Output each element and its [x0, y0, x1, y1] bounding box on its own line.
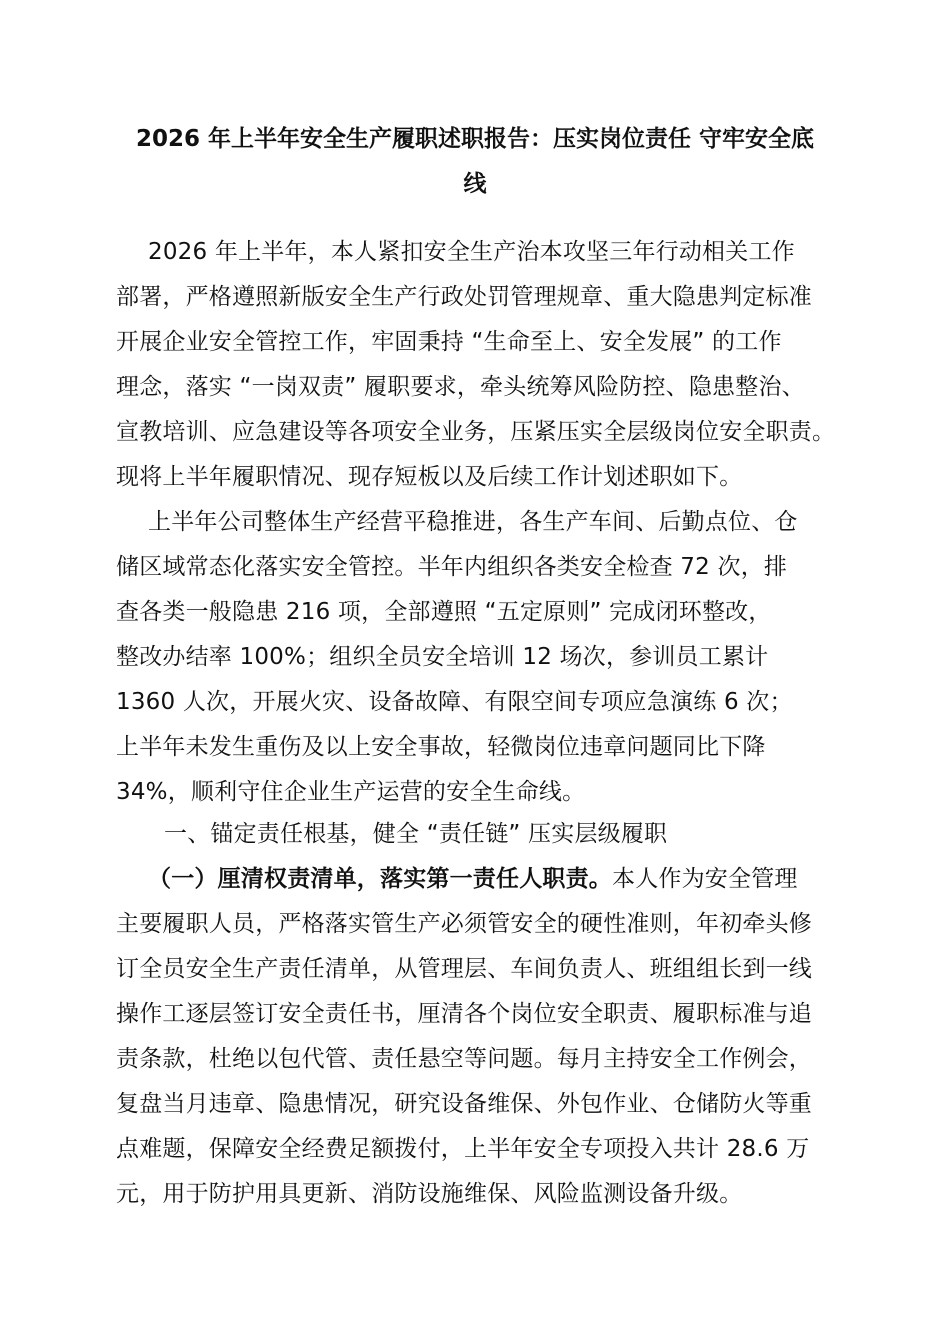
section-heading: 一、锚定责任根基，健全 “责任链” 压实层级履职 — [164, 821, 668, 847]
subsection-text: 本人作为安全管理 — [612, 866, 798, 892]
paragraph-line: 储区域常态化落实安全管控。半年内组织各类安全检查 72 次，排 — [116, 554, 788, 580]
paragraph-line: 责条款，杜绝以包代管、责任悬空等问题。每月主持安全工作例会， — [116, 1046, 812, 1072]
subsection-line — [148, 857, 798, 901]
paragraph-line: 操作工逐层签订安全责任书，厘清各个岗位安全职责、履职标准与追 — [116, 1001, 812, 1027]
document-title-continued: 线 — [463, 171, 487, 197]
paragraph-line: 理念，落实 “一岗双责” 履职要求，牵头统筹风险防控、隐患整治、 — [116, 374, 805, 400]
paragraph-line: 上半年公司整体生产经营平稳推进，各生产车间、后勤点位、仓 — [148, 509, 798, 535]
document-title: 2026 年上半年安全生产履职述职报告：压实岗位责任 守牢安全底 — [135, 126, 815, 152]
subsection-heading: （一）厘清权责清单，落实第一责任人职责。 — [148, 866, 612, 892]
paragraph-line: 部署，严格遵照新版安全生产行政处罚管理规章、重大隐患判定标准 — [116, 284, 812, 310]
paragraph-line: 整改办结率 100%；组织全员安全培训 12 场次，参训员工累计 — [116, 644, 769, 670]
paragraph-line: 点难题，保障安全经费足额拨付，上半年安全专项投入共计 28.6 万 — [116, 1136, 810, 1162]
paragraph-line: 现将上半年履职情况、现存短板以及后续工作计划述职如下。 — [116, 464, 743, 490]
paragraph-line: 上半年未发生重伤及以上安全事故，轻微岗位违章问题同比下降 — [116, 734, 766, 760]
paragraph-line: 订全员安全生产责任清单，从管理层、车间负责人、班组组长到一线 — [116, 956, 812, 982]
paragraph-line: 元，用于防护用具更新、消防设施维保、风险监测设备升级。 — [116, 1181, 743, 1207]
paragraph-line: 复盘当月违章、隐患情况，研究设备维保、外包作业、仓储防火等重 — [116, 1091, 812, 1117]
paragraph-line: 1360 人次，开展火灾、设备故障、有限空间专项应急演练 6 次； — [116, 689, 793, 715]
paragraph-line: 宣教培训、应急建设等各项安全业务，压紧压实全层级岗位安全职责。 — [116, 419, 836, 445]
paragraph-line: 34%，顺利守住企业生产运营的安全生命线。 — [116, 779, 586, 805]
paragraph-line: 查各类一般隐患 216 项，全部遵照 “五定原则” 完成闭环整改， — [116, 599, 772, 625]
paragraph-line: 主要履职人员，严格落实管生产必须管安全的硬性准则，年初牵头修 — [116, 911, 812, 937]
paragraph-line: 开展企业安全管控工作，牢固秉持 “生命至上、安全发展” 的工作 — [116, 329, 782, 355]
paragraph-line: 2026 年上半年，本人紧扣安全生产治本攻坚三年行动相关工作 — [148, 239, 795, 265]
